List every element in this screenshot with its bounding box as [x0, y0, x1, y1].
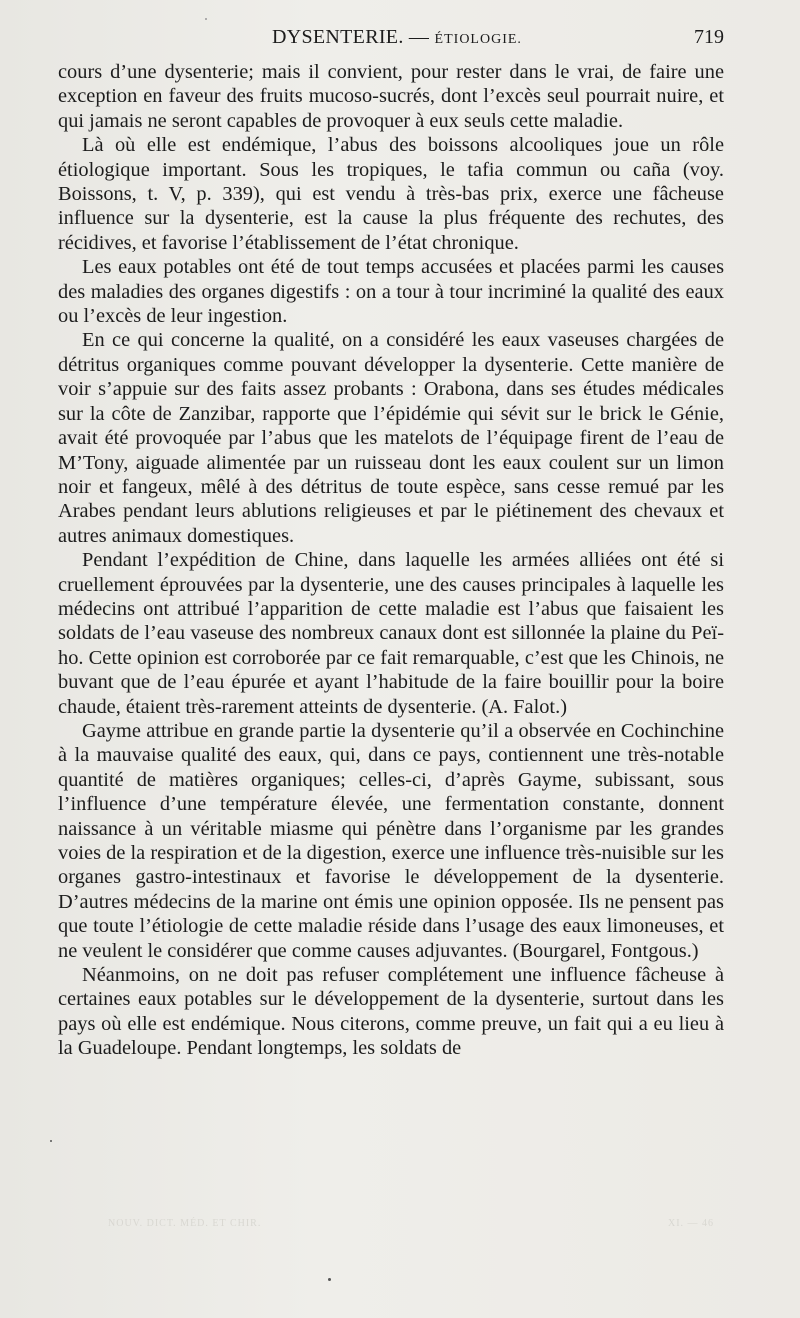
paragraph-6: Gayme attribue en grande partie la dysenterie qu’il a observée en Cochinchine à la mauvaise qualité des eaux, qui, dans ce pays, contiennent une très-notable quantité de matières organiques; celles-ci, d’après Gayme, subissant, sous l’influence d’une température élevée, une fermentation constante, donnent naissance à un véritable miasme qui pénètre dans l’organisme par les grandes voies de la respiration et de la digestion, exerce une influence très-nuisible sur les organes gastro-intestinaux et favorise le développement de la dysenterie. D’autres médecins de la marine ont émis une opinion opposée. Ils ne pensent pas que toute l’étiologie de cette maladie réside dans l’usage des eaux limoneuses, et ne veulent le considérer que comme causes adjuvantes. (Bourgarel, Fontgous.) [58, 719, 724, 962]
ink-speck [205, 18, 207, 20]
running-header [58, 26, 724, 54]
page-number: 719 [694, 26, 724, 48]
body-text [58, 60, 724, 1061]
paragraph-2: Là où elle est endémique, l’abus des boissons alcooliques joue un rôle étiologique important. Sous les tropiques, le tafia commun ou caña (voy. Boissons, t. V, p. 339), qui est vendu à très-bas prix, exerce une fâcheuse influence sur la dysenterie, est la cause la plus fréquente des rechutes, des récidives, et favorise l’établissement de l’état chronique. [58, 134, 724, 254]
ink-speck [50, 1140, 52, 1142]
page-footer [0, 1218, 800, 1238]
paragraph-1: cours d’une dysenterie; mais il convient, pour rester dans le vrai, de faire une exception en faveur des fruits mucoso-sucrés, dont l’excès seul pourrait nuire, et qui jamais ne seront capables de provoquer à eux seuls cette maladie. [58, 61, 724, 132]
paragraph-4: En ce qui concerne la qualité, on a considéré les eaux vaseuses chargées de détritus organiques comme pouvant développer la dysenterie. Cette manière de voir s’appuie sur des faits assez probants : Orabona, dans ses études médicales sur la côte de Zanzibar, rapporte que l’épidémie qui sévit sur le brick le Génie, avait été provoquée par l’abus que les matelots de l’équipage firent de l’eau de M’Tony, aiguade alimentée par un ruisseau dont les eaux coulent sur un limon noir et fangeux, mêlé à des détritus de toute espèce, sans cesse remué par les Arabes pendant leurs ablutions religieuses et par le piétinement des chevaux et autres animaux domestiques. [58, 329, 724, 547]
running-title-sub: ÉTIOLOGIE. [434, 32, 522, 47]
running-title-main: DYSENTERIE. — [272, 26, 430, 48]
paragraph-5: Pendant l’expédition de Chine, dans laquelle les armées alliées ont été si cruellement éprouvées par la dysenterie, une des causes principales à laquelle les médecins ont attribué l’apparition de cette maladie est l’abus que faisaient les soldats de l’eau vaseuse des nombreux canaux dont est sillonnée la plaine du Peï-ho. Cette opinion est corroborée par ce fait remarquable, c’est que les Chinois, ne buvant que de l’eau épurée et ayant l’habitude de la faire bouillir pour la boire chaude, étaient très-rarement atteints de dysenterie. (A. Falot.) [58, 549, 724, 718]
paragraph-3: Les eaux potables ont été de tout temps accusées et placées parmi les causes des maladies des organes digestifs : on a tour à tour incriminé la qualité des eaux ou l’excès de leur ingestion. [58, 256, 724, 328]
footer-right: XI. — 46 [668, 1218, 715, 1229]
paragraph-7: Néanmoins, on ne doit pas refuser complétement une influence fâcheuse à certaines eaux potables sur le développement de la dysenterie, surtout dans les pays où elle est endémique. Nous citerons, comme preuve, un fait qui a eu lieu à la Guadeloupe. Pendant longtemps, les soldats de [58, 964, 724, 1060]
ink-speck [328, 1278, 331, 1281]
footer-left: NOUV. DICT. MÉD. ET CHIR. [108, 1218, 262, 1229]
running-title [272, 26, 522, 49]
